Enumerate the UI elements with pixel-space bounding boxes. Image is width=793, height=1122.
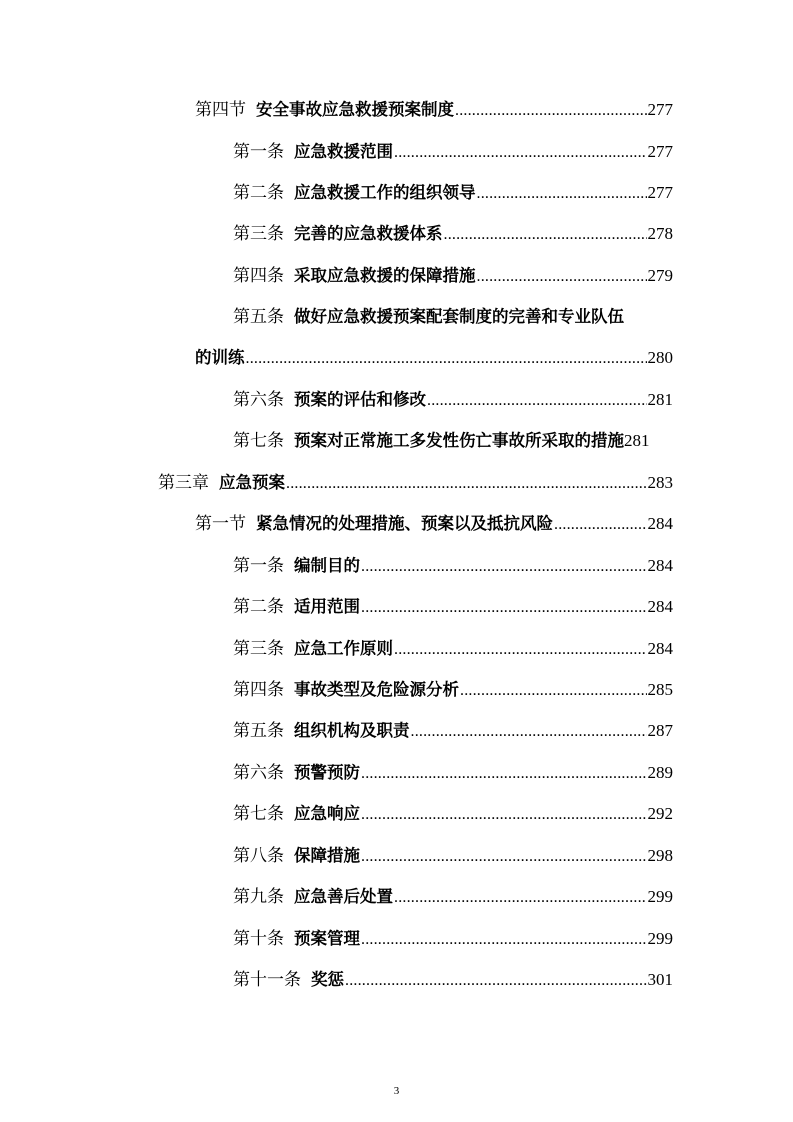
toc-entry-title-continuation: 的训练 xyxy=(195,348,245,367)
toc-leader-dots xyxy=(455,99,647,123)
toc-entry-title: 应急工作原则 xyxy=(294,639,393,658)
toc-entry-number: 第一条 xyxy=(233,142,284,161)
toc-leader-dots xyxy=(361,928,647,952)
toc-leader-dots xyxy=(394,638,647,662)
toc-entry[interactable] xyxy=(233,678,673,703)
toc-entry-number: 第八条 xyxy=(233,846,284,865)
toc-leader-dots xyxy=(345,969,647,993)
toc-entry-page: 292 xyxy=(647,804,673,823)
toc-entry-title: 奖惩 xyxy=(311,970,344,989)
page-number: 3 xyxy=(393,1085,400,1097)
toc-entry-page: 279 xyxy=(647,266,673,285)
toc-entry[interactable] xyxy=(233,388,673,413)
toc-entry-number: 第三条 xyxy=(233,639,284,658)
toc-entry-page: 278 xyxy=(647,224,673,243)
toc-leader-dots xyxy=(477,265,647,289)
toc-entry-title: 预案的评估和修改 xyxy=(294,390,426,409)
toc-entry[interactable] xyxy=(233,802,673,827)
toc-leader-dots xyxy=(246,347,647,371)
toc-entry-number: 第二条 xyxy=(233,597,284,616)
toc-entry-title: 组织机构及职责 xyxy=(294,721,410,740)
toc-entry[interactable] xyxy=(233,844,673,869)
toc-entry-title: 做好应急救援预案配套制度的完善和专业队伍 xyxy=(294,307,624,326)
toc-entry-page: 280 xyxy=(647,348,673,367)
toc-entry[interactable] xyxy=(233,181,673,206)
toc-entry-number: 第七条 xyxy=(233,431,284,450)
toc-entry-number: 第五条 xyxy=(233,307,284,326)
toc-entry-title: 应急救援工作的组织领导 xyxy=(294,183,476,202)
toc-entry[interactable] xyxy=(195,512,673,537)
toc-entry-number: 第十条 xyxy=(233,929,284,948)
toc-entry-title: 事故类型及危险源分析 xyxy=(294,680,459,699)
toc-entry-number: 第九条 xyxy=(233,887,284,906)
toc-entry-title: 应急救援范围 xyxy=(294,142,393,161)
toc-entry[interactable] xyxy=(233,637,673,662)
toc-entry-title: 预案对正常施工多发性伤亡事故所采取的措施 xyxy=(294,431,624,450)
toc-entry[interactable] xyxy=(233,140,673,165)
toc-leader-dots xyxy=(286,472,647,496)
toc-leader-dots xyxy=(394,141,647,165)
toc-leader-dots xyxy=(477,182,647,206)
toc-entry-page: 299 xyxy=(647,887,673,906)
toc-entry[interactable] xyxy=(233,927,673,952)
toc-entry-number: 第四条 xyxy=(233,680,284,699)
toc-entry[interactable] xyxy=(195,98,673,123)
toc-entry-title: 预案管理 xyxy=(294,929,360,948)
toc-entry-title: 应急善后处置 xyxy=(294,887,393,906)
toc-leader-dots xyxy=(460,679,647,703)
toc-entry-page: 277 xyxy=(647,142,673,161)
toc-leader-dots xyxy=(427,389,647,413)
toc-leader-dots xyxy=(361,555,647,579)
toc-entry[interactable] xyxy=(233,968,673,993)
toc-entry[interactable] xyxy=(233,719,673,744)
toc-entry[interactable] xyxy=(233,761,673,786)
toc-entry-number: 第三章 xyxy=(158,473,209,492)
toc-entry-page: 301 xyxy=(647,970,673,989)
toc-entry-page: 299 xyxy=(647,929,673,948)
toc-entry-title: 完善的应急救援体系 xyxy=(294,224,443,243)
toc-entry-page: 283 xyxy=(647,473,673,492)
toc-entry-title: 安全事故应急救援预案制度 xyxy=(256,100,454,119)
toc-entry-page: 281 xyxy=(647,390,673,409)
toc-entry-title: 紧急情况的处理措施、预案以及抵抗风险 xyxy=(256,514,553,533)
toc-entry-page: 284 xyxy=(647,514,673,533)
toc-leader-dots xyxy=(444,223,647,247)
toc-entry-number: 第六条 xyxy=(233,390,284,409)
toc-leader-dots xyxy=(394,886,647,910)
toc-entry-number: 第六条 xyxy=(233,763,284,782)
toc-entry-page: 281 xyxy=(624,431,650,450)
toc-entry[interactable] xyxy=(158,471,673,496)
toc-entry-page: 289 xyxy=(647,763,673,782)
toc-entry-title: 适用范围 xyxy=(294,597,360,616)
toc-entry-page: 287 xyxy=(647,721,673,740)
toc-entry-number: 第三条 xyxy=(233,224,284,243)
toc-entry-page: 277 xyxy=(647,183,673,202)
toc-entry-number: 第四节 xyxy=(195,100,246,119)
toc-entry-page: 284 xyxy=(647,597,673,616)
toc-entry-number: 第十一条 xyxy=(233,970,301,989)
toc-leader-dots xyxy=(411,720,647,744)
toc-entry-page: 285 xyxy=(647,680,673,699)
toc-entry-number: 第一节 xyxy=(195,514,246,533)
toc-leader-dots xyxy=(361,596,647,620)
toc-leader-dots xyxy=(361,762,647,786)
toc-entry-title: 编制目的 xyxy=(294,556,360,575)
toc-entry-page: 284 xyxy=(647,556,673,575)
toc-entry-title: 预警预防 xyxy=(294,763,360,782)
toc-entry-title: 应急预案 xyxy=(219,473,285,492)
toc-entry-page: 277 xyxy=(647,100,673,119)
toc-entry-number: 第二条 xyxy=(233,183,284,202)
toc-leader-dots xyxy=(361,845,647,869)
toc-entry-title: 采取应急救援的保障措施 xyxy=(294,266,476,285)
toc-entry-number: 第五条 xyxy=(233,721,284,740)
toc-entry-page: 284 xyxy=(647,639,673,658)
toc-entry-page: 298 xyxy=(647,846,673,865)
toc-entry[interactable] xyxy=(233,885,673,910)
toc-entry-number: 第一条 xyxy=(233,556,284,575)
toc-entry-continuation[interactable] xyxy=(195,346,673,371)
toc-entry-title: 应急响应 xyxy=(294,804,360,823)
toc-entry[interactable] xyxy=(233,554,673,579)
toc-entry[interactable] xyxy=(233,264,673,289)
toc-entry-number: 第四条 xyxy=(233,266,284,285)
toc-entry-title: 保障措施 xyxy=(294,846,360,865)
toc-entry-number: 第七条 xyxy=(233,804,284,823)
toc-entry[interactable] xyxy=(233,222,673,247)
toc-entry[interactable] xyxy=(233,429,698,453)
toc-leader-dots xyxy=(361,803,647,827)
toc-entry[interactable] xyxy=(233,595,673,620)
toc-leader-dots xyxy=(554,513,647,537)
toc-entry[interactable] xyxy=(233,305,693,329)
